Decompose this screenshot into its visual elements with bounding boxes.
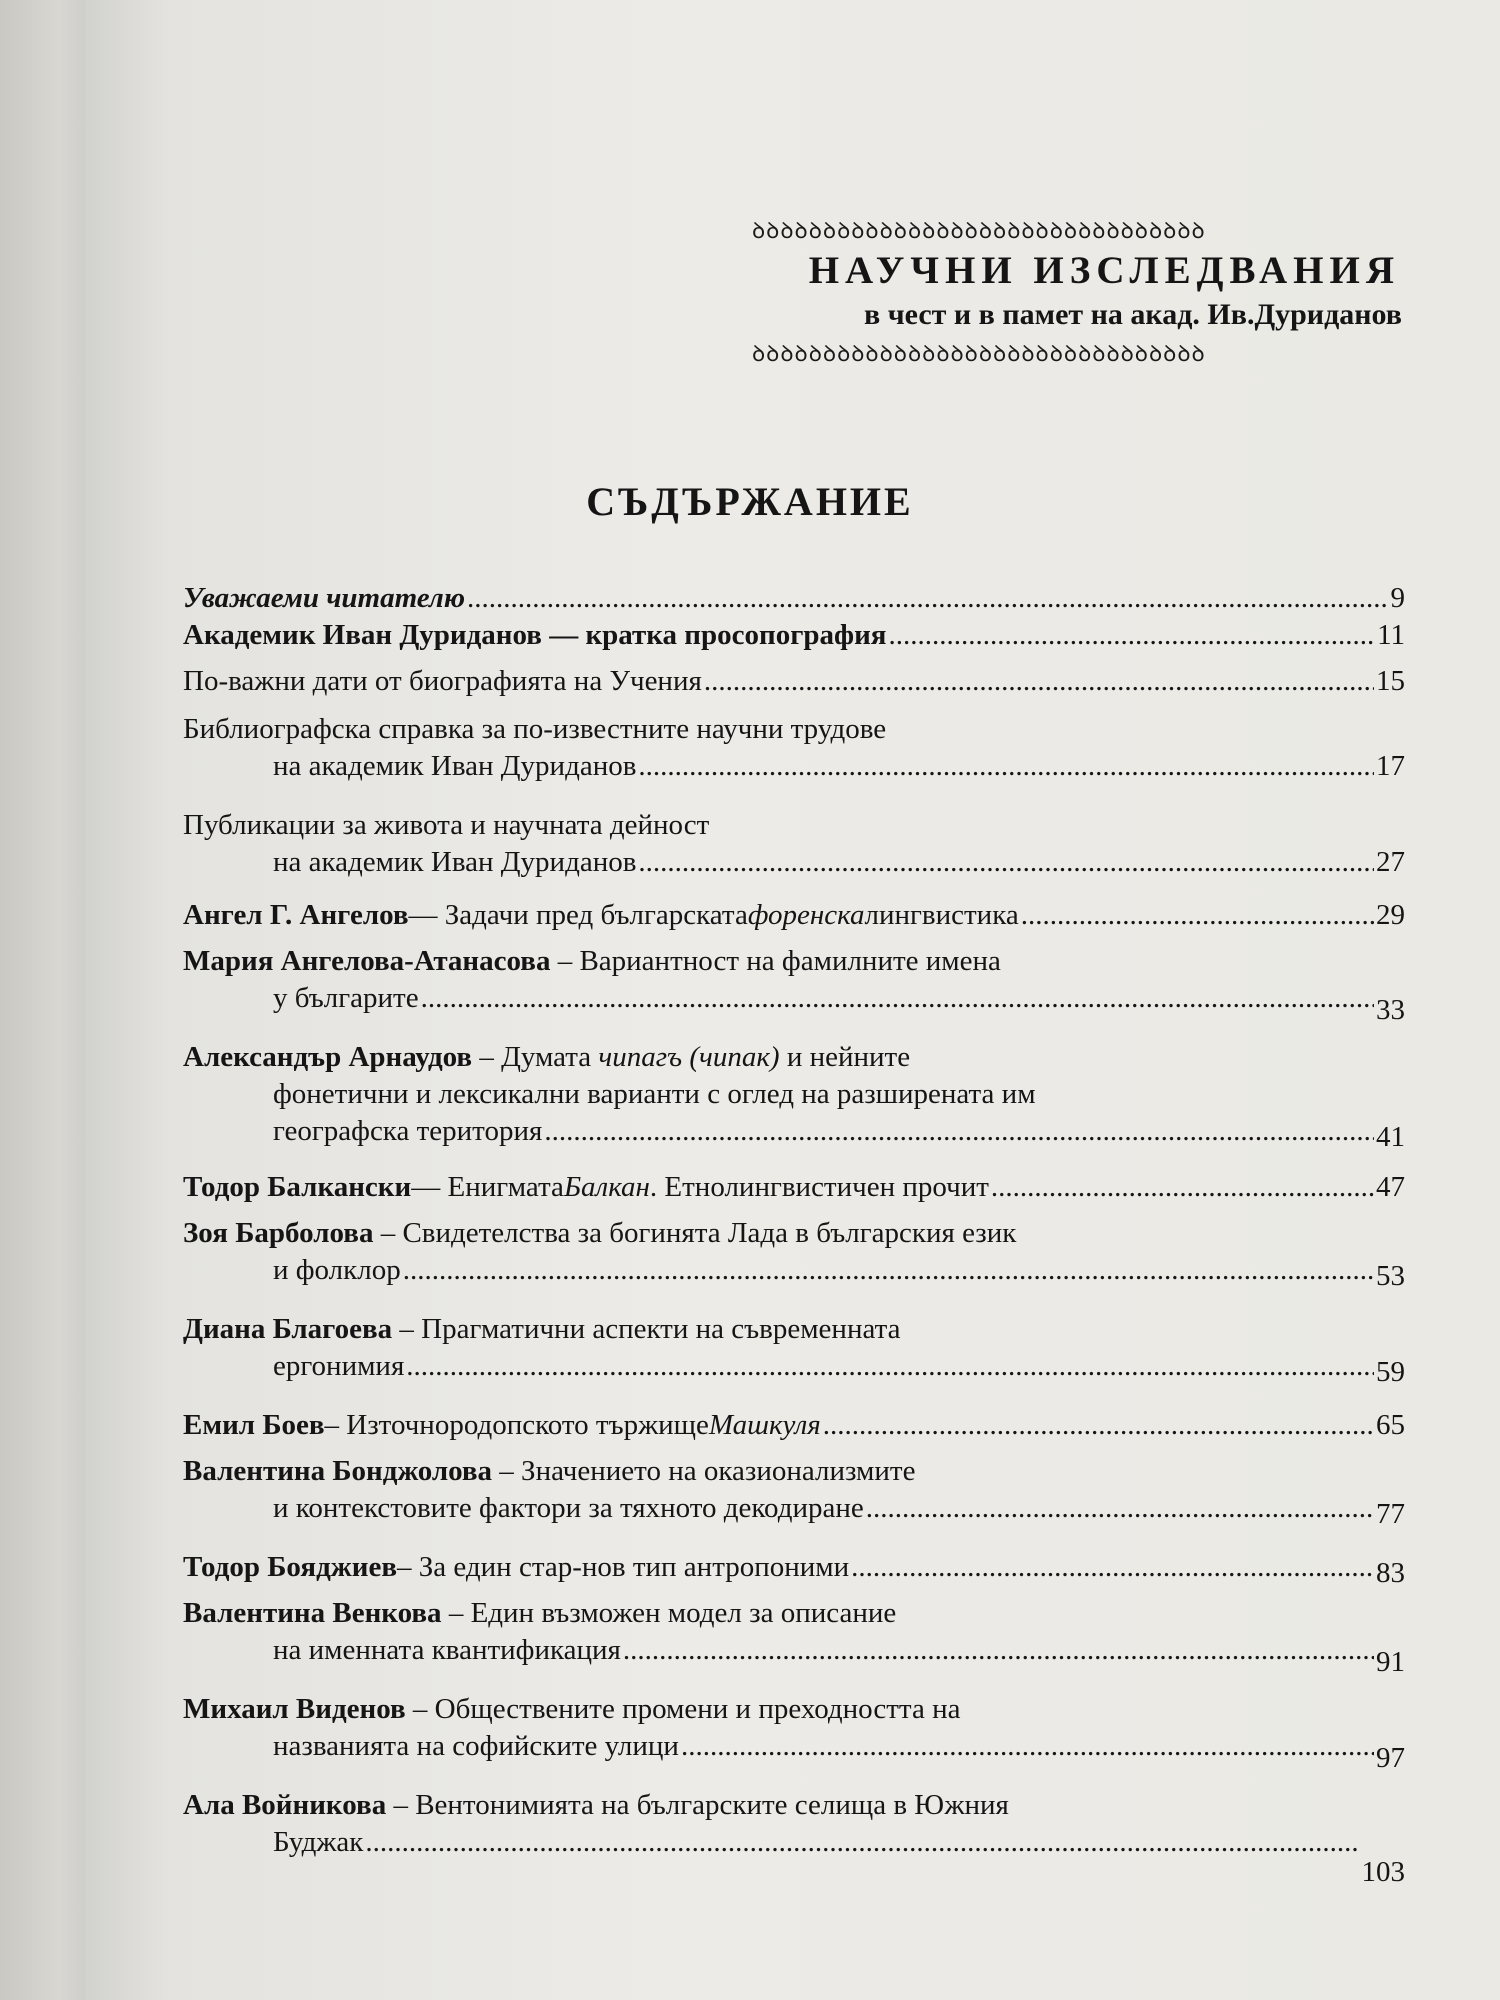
toc-entry [183,1169,1405,1215]
page-number: 59 [1376,1356,1405,1388]
entry-title: – Думата [472,1041,599,1073]
dot-leader [681,1728,1374,1765]
entry-title: По-важни дати от биографията на Учения [183,665,702,697]
dot-leader [467,580,1389,617]
entry-title-cont: ергонимия [273,1350,405,1382]
dot-leader [365,1824,1359,1861]
author-name: Мария Ангелова-Атанасова [183,945,551,977]
entry-title-cont: на академик Иван Дуриданов [273,750,637,782]
author-name: Зоя Барболова [183,1217,374,1249]
page-number: 41 [1376,1121,1405,1153]
ornament-top: ꝺꝺꝺꝺꝺꝺꝺꝺꝺꝺꝺꝺꝺꝺꝺꝺꝺꝺꝺꝺꝺꝺꝺꝺꝺꝺꝺꝺꝺꝺꝺꝺ [752,220,1206,242]
dot-leader [421,980,1374,1017]
toc-entry [183,1691,1405,1787]
toc-entry [183,1595,1405,1691]
page-number: 97 [1376,1742,1405,1774]
entry-title-line [183,1595,1405,1632]
section-subtitle: в чест и в памет на акад. Ив.Дуриданов [864,298,1402,331]
dot-leader [704,663,1374,700]
dot-leader [406,1348,1374,1385]
entry-title-line: Публикации за живота и научната дейност [183,809,710,841]
entry-title: – Свидетелства за богинята Лада в българския език [373,1217,1017,1249]
toc-entry [183,897,1405,943]
author-name: Тодор Балкански [183,1171,412,1203]
toc-line [183,1252,1405,1292]
dot-leader [991,1169,1374,1206]
dot-leader [1021,897,1374,934]
entry-title-cont: и контекстовите фактори за тяхното декодиране [273,1492,864,1524]
contents-heading: СЪДЪРЖАНИЕ [586,479,914,524]
entry-title: – Източнородопското тържище [324,1409,709,1441]
toc-line [183,617,1405,654]
dot-leader [623,1632,1374,1669]
dot-leader [851,1549,1374,1586]
page-number: 77 [1376,1498,1405,1530]
author-name: Тодор Бояджиев [183,1551,398,1583]
entry-title-italic: форенска [747,899,865,931]
entry-title-line [183,1691,1405,1728]
entry-title-line [183,1787,1405,1824]
entry-title-cont: у българите [273,982,419,1014]
toc-line [183,1490,1405,1530]
toc-entry [183,1787,1405,1907]
entry-title-line: фонетични и лексикални варианти с оглед на разширената им [273,1078,1036,1110]
toc-entry [183,1407,1405,1453]
page-number: 11 [1377,619,1405,651]
toc-entry [183,807,1405,897]
entry-title: Уважаеми читателю [183,582,465,614]
toc-line [183,1348,1405,1388]
toc-line [183,1549,1405,1589]
entry-title-line [183,943,1405,980]
author-name: Ала Войникова [183,1789,387,1821]
toc-line [183,1169,1405,1206]
table-of-contents [183,580,1405,1907]
author-name: Александър Арнаудов [183,1041,473,1073]
toc-line [183,663,1405,700]
entry-title-cont: на академик Иван Дуриданов [273,846,637,878]
page-number: 15 [1376,665,1405,697]
entry-title: лингвистика [864,899,1019,931]
entry-title-cont: географска територия [273,1115,543,1147]
toc-entry [183,1549,1405,1595]
entry-title-cont: Буджак [273,1826,364,1858]
toc-entry [183,617,1405,663]
toc-entry [183,1039,1405,1169]
author-name: Ангел Г. Ангелов [183,899,409,931]
dot-leader [638,748,1374,785]
page-number: 27 [1376,846,1405,878]
dot-leader [638,844,1374,881]
entry-title: – Значението на оказионализмите [492,1455,916,1487]
toc-line [183,1728,1405,1774]
page-number: 91 [1376,1646,1405,1678]
entry-title: – За един стар-нов тип антропоними [397,1551,850,1583]
author-name: Валентина Венкова [183,1597,442,1629]
entry-title-line [183,1453,1405,1490]
page-gutter [0,0,85,2000]
toc-entry [183,580,1405,617]
toc-line [183,748,1405,785]
dot-leader [403,1252,1374,1289]
page-number: 47 [1376,1171,1405,1203]
entry-title-line [183,1311,1405,1348]
author-name: Диана Благоева [183,1313,393,1345]
page-number: 29 [1376,899,1405,931]
entry-title-cont: названията на софийските улици [273,1730,679,1762]
toc-line [183,844,1405,881]
toc-line [183,1632,1405,1678]
toc-entry [183,943,1405,1039]
toc-entry [183,1311,1405,1407]
ornament-bottom: ꝺꝺꝺꝺꝺꝺꝺꝺꝺꝺꝺꝺꝺꝺꝺꝺꝺꝺꝺꝺꝺꝺꝺꝺꝺꝺꝺꝺꝺꝺꝺꝺ [752,343,1206,365]
toc-entry [183,663,1405,711]
entry-title: – Прагматични аспекти на съвременната [392,1313,901,1345]
entry-title-line: Библиографска справка за по-известните научни трудове [183,713,887,745]
entry-title: — Енигмата [411,1171,564,1203]
toc-entry [183,711,1405,807]
toc-line [183,980,1405,1026]
entry-title: Академик Иван Дуриданов — кратка просопография [183,619,887,651]
entry-title-line [183,1039,1405,1076]
entry-title-italic: чипагъ (чипак) [598,1041,780,1073]
entry-title-italic: Машкуля [708,1409,821,1441]
toc-line [183,897,1405,934]
dot-leader [544,1113,1374,1150]
page-number: 83 [1376,1557,1405,1589]
entry-title-cont: на именната квантификация [273,1634,621,1666]
entry-title-line [183,1215,1405,1252]
entry-title: – Вариантност на фамилните имена [550,945,1001,977]
entry-title: – Обществените промени и преходността на [405,1693,961,1725]
toc-entry [183,1215,1405,1311]
page-number: 33 [1376,994,1405,1026]
dot-leader [866,1490,1374,1527]
entry-title-italic: Балкан [563,1171,650,1203]
section-title: НАУЧНИ ИЗСЛЕДВАНИЯ [808,249,1400,292]
author-name: Валентина Бонджолова [183,1455,493,1487]
page-number: 17 [1376,750,1405,782]
toc-line [183,580,1405,617]
dot-leader [889,617,1376,654]
toc-line [183,1824,1405,1888]
author-name: Михаил Виденов [183,1693,406,1725]
toc-entry [183,1453,1405,1549]
page-number: 53 [1376,1260,1405,1292]
toc-line [183,1113,1405,1153]
entry-title: — Задачи пред българската [408,899,748,931]
page-number: 9 [1390,582,1405,614]
page-number: 65 [1376,1409,1405,1441]
entry-title: – Един възможен модел за описание [441,1597,897,1629]
entry-title: и нейните [779,1041,911,1073]
entry-title: – Вентонимията на българските селища в Южния [386,1789,1009,1821]
entry-title: . Етнолингвистичен прочит [649,1171,989,1203]
page-number: 103 [1361,1856,1405,1888]
dot-leader [823,1407,1374,1444]
toc-line [183,1407,1405,1444]
author-name: Емил Боев [183,1409,325,1441]
entry-title-cont: и фолклор [273,1254,401,1286]
